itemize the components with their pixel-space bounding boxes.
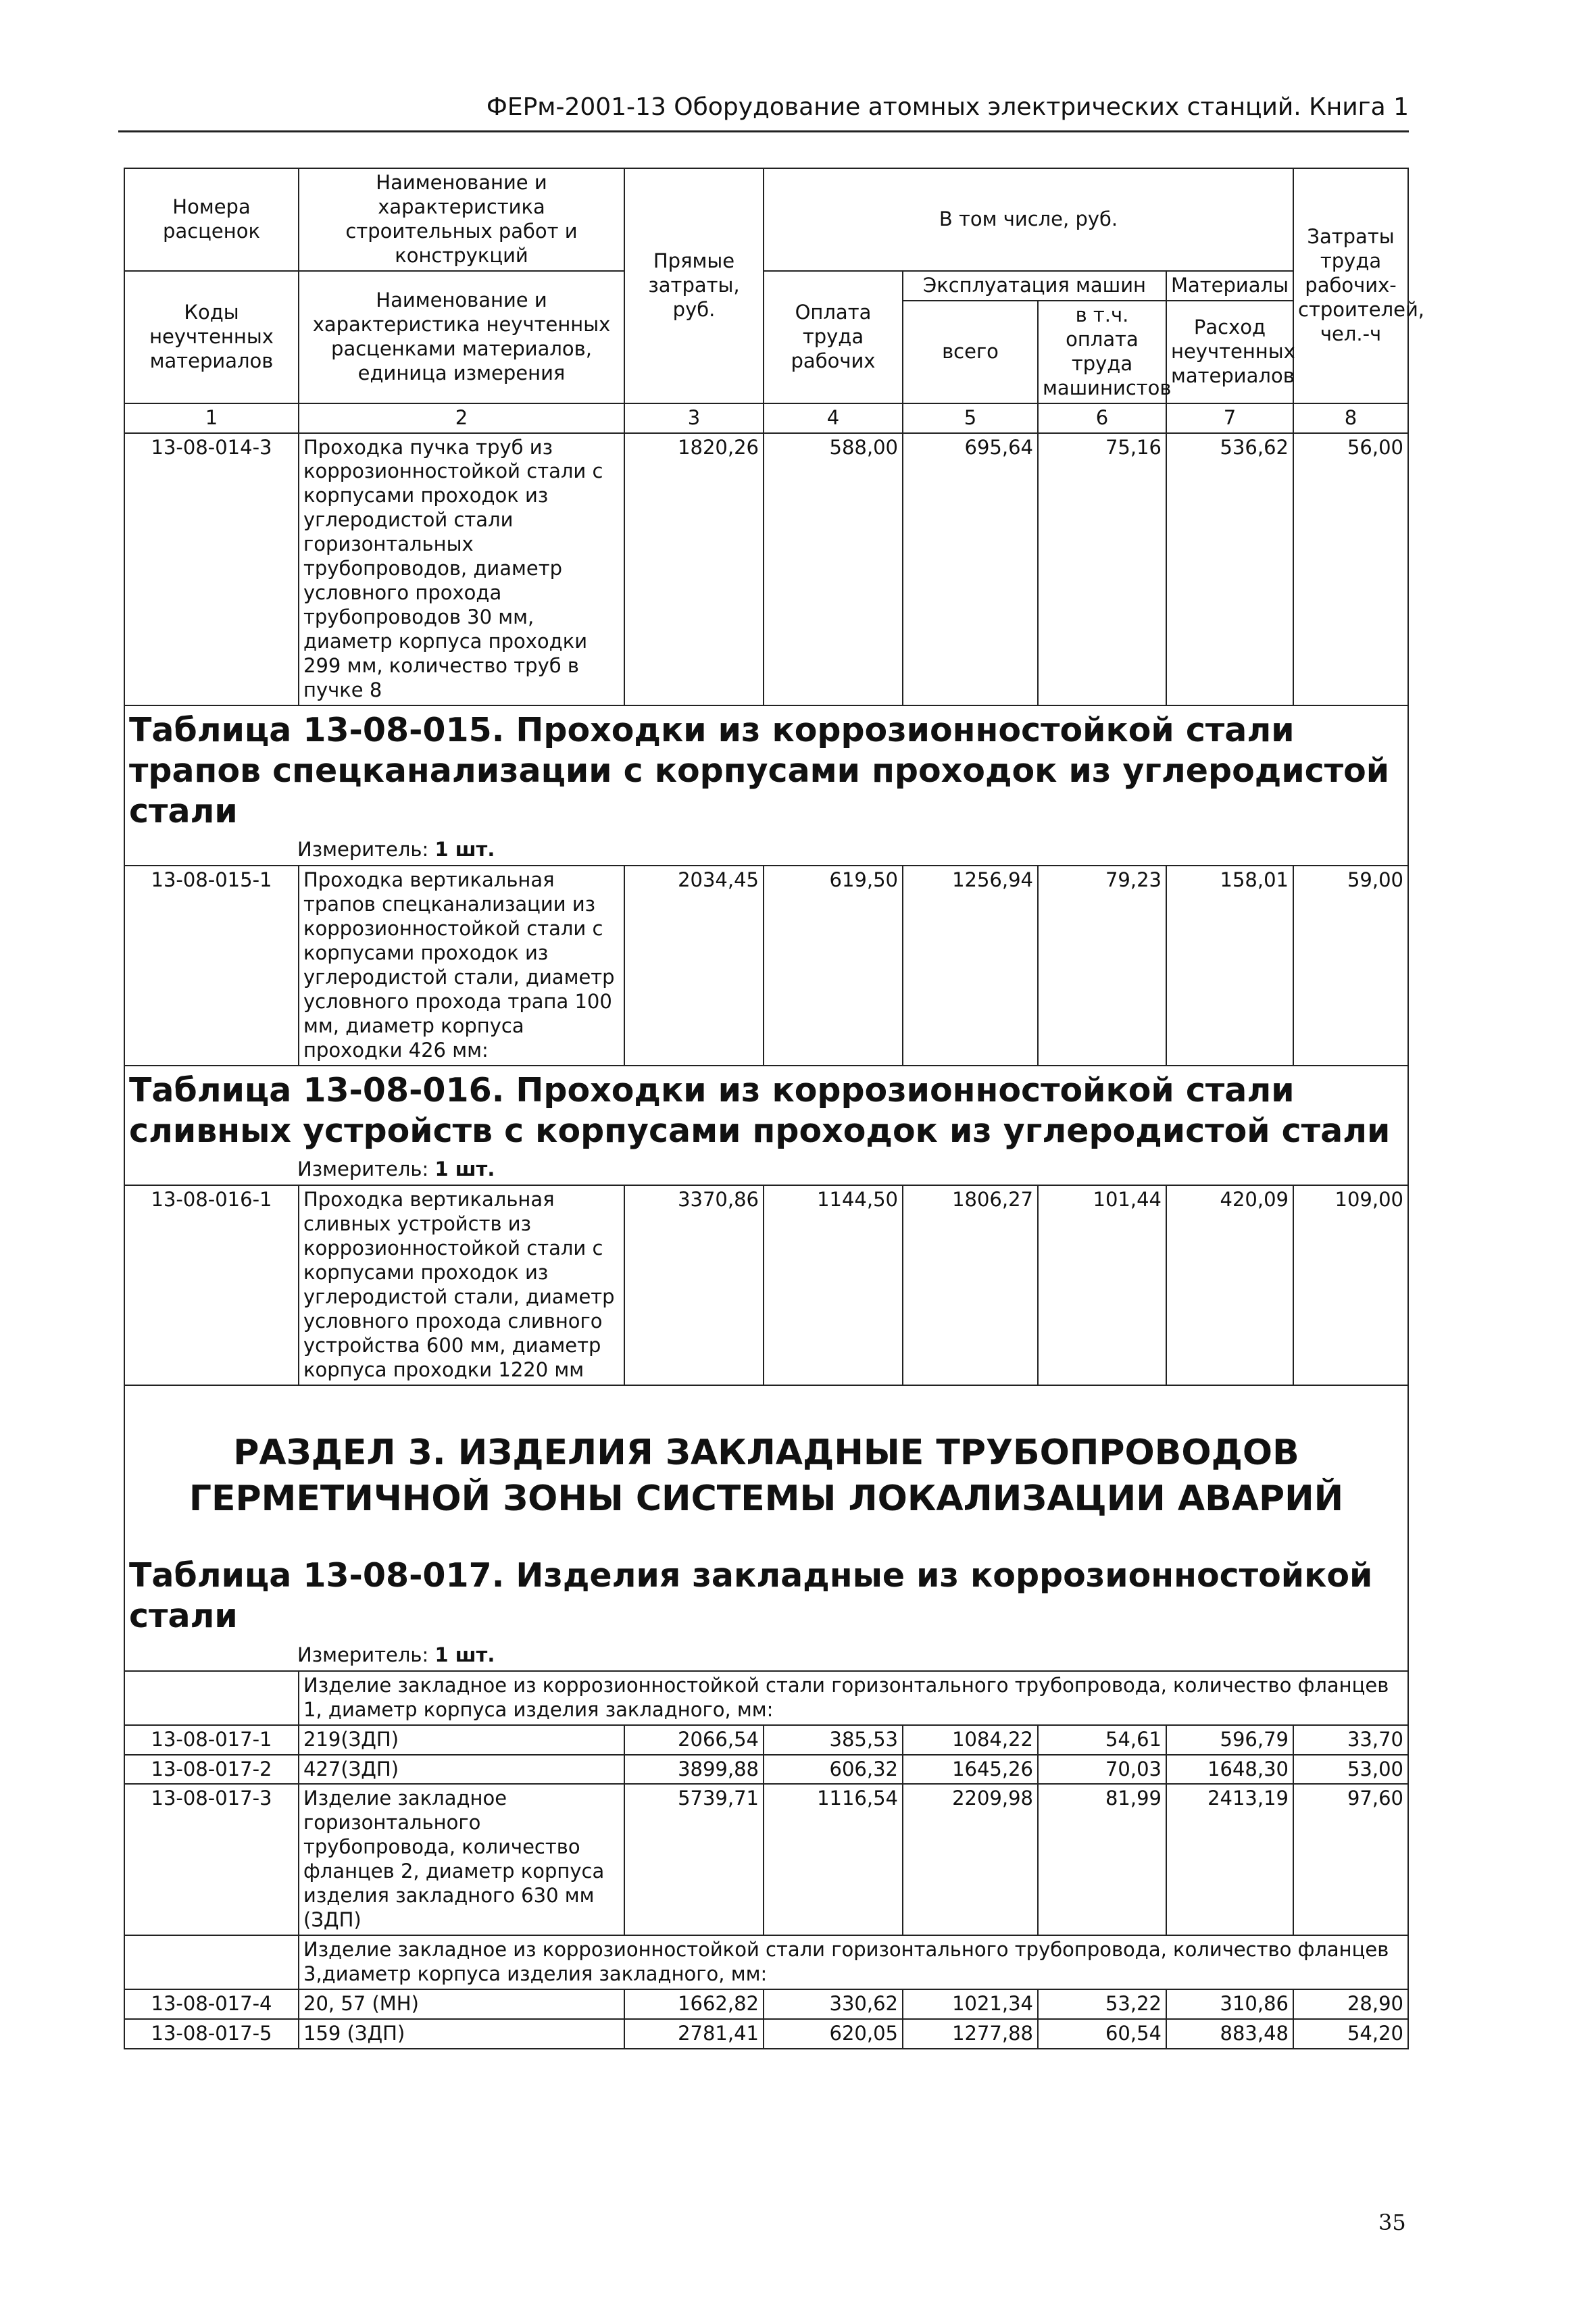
column-number: 3: [624, 403, 764, 433]
value-cell: 695,64: [903, 433, 1038, 705]
rate-name: 427(ЗДП): [299, 1755, 624, 1785]
value-cell: 620,05: [764, 2019, 903, 2049]
value-cell: 606,32: [764, 1755, 903, 1785]
unit-value: 1 шт.: [434, 838, 495, 862]
col-header-work-name: Наименование и характеристика строительных работ и конструкций: [299, 168, 624, 271]
group-row: [124, 1671, 1408, 1725]
rate-name: Изделие закладное горизонтального трубопровода, количество фланцев 2, диаметр корпуса изделия закладного 630 мм (ЗДП): [299, 1784, 624, 1935]
col-header-direct-costs: Прямые затраты, руб.: [624, 168, 764, 403]
value-cell: 2066,54: [624, 1725, 764, 1755]
value-cell: 619,50: [764, 866, 903, 1066]
rate-code: 13-08-015-1: [124, 866, 299, 1066]
col-header-worker-pay: Оплата труда рабочих: [764, 271, 903, 403]
empty-cell: [124, 1671, 299, 1725]
col-header-machines: Эксплуатация машин: [903, 271, 1166, 301]
value-cell: 81,99: [1038, 1784, 1166, 1935]
value-cell: 97,60: [1293, 1784, 1408, 1935]
value-cell: 2034,45: [624, 866, 764, 1066]
col-header-labor-costs: Затраты труда рабочих-строителей, чел.-ч: [1293, 168, 1408, 403]
column-number: 8: [1293, 403, 1408, 433]
value-cell: 53,00: [1293, 1755, 1408, 1785]
section-3-title: РАЗДЕЛ 3. ИЗДЕЛИЯ ЗАКЛАДНЫЕ ТРУБОПРОВОДОВ ГЕРМЕТИЧНОЙ ЗОНЫ СИСТЕМЫ ЛОКАЛИЗАЦИИ АВАРИЙ: [189, 1433, 1344, 1519]
unit-label: Измеритель:: [297, 1158, 429, 1181]
value-cell: 109,00: [1293, 1185, 1408, 1385]
rate-name: 20, 57 (МН): [299, 1989, 624, 2019]
column-numbers-row: [124, 403, 1408, 433]
rate-name: Проходка вертикальная сливных устройств из коррозионностойкой стали с корпусами проходок из углеродистой стали, диаметр условного прохода сливного устройства 600 мм, диаметр корпуса проходки 1220 мм: [299, 1185, 624, 1385]
value-cell: 2413,19: [1166, 1784, 1293, 1935]
value-cell: 101,44: [1038, 1185, 1166, 1385]
running-header: ФЕРм-2001-13 Оборудование атомных электрических станций. Книга 1: [486, 93, 1409, 121]
rate-name: Проходка пучка труб из коррозионностойкой стали с корпусами проходок из углеродистой стали горизонтальных трубопроводов, диаметр условного прохода трубопроводов 30 мм, диаметр корпуса проходки 299 мм, количество труб в пучке 8: [299, 433, 624, 705]
column-number: 5: [903, 403, 1038, 433]
rates-table: [124, 168, 1425, 2049]
column-number: 1: [124, 403, 299, 433]
table-015-unit: [125, 838, 1407, 862]
value-cell: 1256,94: [903, 866, 1038, 1066]
value-cell: 1277,88: [903, 2019, 1038, 2049]
rate-code: 13-08-014-3: [124, 433, 299, 705]
rate-name: 159 (ЗДП): [299, 2019, 624, 2049]
table-017-title: Таблица 13-08-017. Изделия закладные из коррозионностойкой стали: [129, 1556, 1373, 1635]
empty-cell: [124, 1935, 299, 1989]
value-cell: 53,22: [1038, 1989, 1166, 2019]
table-015-title: Таблица 13-08-015. Проходки из коррозионностойкой стали трапов спецканализации с корпусами проходок из углеродистой стали: [129, 711, 1390, 830]
value-cell: 54,61: [1038, 1725, 1166, 1755]
page-number: 35: [1378, 2210, 1406, 2235]
value-cell: 310,86: [1166, 1989, 1293, 2019]
col-header-operator-pay: в т.ч. оплата труда машинистов: [1038, 301, 1166, 403]
value-cell: 1021,34: [903, 1989, 1038, 2019]
value-cell: 420,09: [1166, 1185, 1293, 1385]
table-row: [124, 1989, 1408, 2019]
value-cell: 596,79: [1166, 1725, 1293, 1755]
value-cell: 1144,50: [764, 1185, 903, 1385]
value-cell: 1084,22: [903, 1725, 1038, 1755]
value-cell: 1116,54: [764, 1784, 903, 1935]
table-015-heading: [124, 705, 1408, 866]
value-cell: 1648,30: [1166, 1755, 1293, 1785]
column-number: 2: [299, 403, 624, 433]
table-016-heading: [124, 1066, 1408, 1185]
col-header-including: В том числе, руб.: [764, 168, 1293, 271]
table-row: [124, 1725, 1408, 1755]
page-body: [124, 168, 1425, 2049]
value-cell: 33,70: [1293, 1725, 1408, 1755]
value-cell: 70,03: [1038, 1755, 1166, 1785]
column-number: 7: [1166, 403, 1293, 433]
value-cell: 158,01: [1166, 866, 1293, 1066]
col-header-materials: Материалы: [1166, 271, 1293, 301]
value-cell: 5739,71: [624, 1784, 764, 1935]
column-number: 6: [1038, 403, 1166, 433]
value-cell: 79,23: [1038, 866, 1166, 1066]
value-cell: 385,53: [764, 1725, 903, 1755]
value-cell: 60,54: [1038, 2019, 1166, 2049]
table-row: [124, 2019, 1408, 2049]
value-cell: 588,00: [764, 433, 903, 705]
table-row: [124, 1185, 1408, 1385]
value-cell: 1645,26: [903, 1755, 1038, 1785]
rate-code: 13-08-017-3: [124, 1784, 299, 1935]
group-description: Изделие закладное из коррозионностойкой стали горизонтального трубопровода, количество фланцев 3,диаметр корпуса изделия закладного, мм:: [299, 1935, 1408, 1989]
section-3-block: [124, 1385, 1408, 1671]
table-row: [124, 1784, 1408, 1935]
rate-code: 13-08-017-1: [124, 1725, 299, 1755]
table-016-title: Таблица 13-08-016. Проходки из коррозионностойкой стали сливных устройств с корпусами проходок из углеродистой стали: [129, 1070, 1391, 1150]
unit-value: 1 шт.: [434, 1643, 495, 1666]
value-cell: 3899,88: [624, 1755, 764, 1785]
rate-code: 13-08-016-1: [124, 1185, 299, 1385]
value-cell: 1820,26: [624, 433, 764, 705]
value-cell: 75,16: [1038, 433, 1166, 705]
unit-value: 1 шт.: [434, 1158, 495, 1181]
header-rule: [118, 130, 1409, 132]
value-cell: 883,48: [1166, 2019, 1293, 2049]
col-header-material-codes: Коды неучтенных материалов: [124, 271, 299, 403]
group-row: [124, 1935, 1408, 1989]
unit-label: Измеритель:: [297, 838, 429, 862]
value-cell: 2209,98: [903, 1784, 1038, 1935]
table-016-unit: [125, 1158, 1407, 1182]
col-header-material-usage: Расход неучтенных материалов: [1166, 301, 1293, 403]
table-row: [124, 1755, 1408, 1785]
value-cell: 2781,41: [624, 2019, 764, 2049]
rate-code: 13-08-017-2: [124, 1755, 299, 1785]
value-cell: 330,62: [764, 1989, 903, 2019]
rate-name: Проходка вертикальная трапов спецканализации из коррозионностойкой стали с корпусами проходок из углеродистой стали, диаметр условного прохода трапа 100 мм, диаметр корпуса проходки 426 мм:: [299, 866, 624, 1066]
column-number: 4: [764, 403, 903, 433]
value-cell: 56,00: [1293, 433, 1408, 705]
table-row: [124, 433, 1408, 705]
value-cell: 59,00: [1293, 866, 1408, 1066]
group-description: Изделие закладное из коррозионностойкой стали горизонтального трубопровода, количество фланцев 1, диаметр корпуса изделия закладного, мм:: [299, 1671, 1408, 1725]
col-header-machines-total: всего: [903, 301, 1038, 403]
value-cell: 1806,27: [903, 1185, 1038, 1385]
col-header-rate-numbers: Номера расценок: [124, 168, 299, 271]
value-cell: 28,90: [1293, 1989, 1408, 2019]
value-cell: 536,62: [1166, 433, 1293, 705]
rate-code: 13-08-017-5: [124, 2019, 299, 2049]
value-cell: 3370,86: [624, 1185, 764, 1385]
value-cell: 54,20: [1293, 2019, 1408, 2049]
value-cell: 1662,82: [624, 1989, 764, 2019]
unit-label: Измеритель:: [297, 1643, 429, 1666]
table-row: [124, 866, 1408, 1066]
rate-name: 219(ЗДП): [299, 1725, 624, 1755]
table-017-unit: [125, 1643, 1407, 1668]
rate-code: 13-08-017-4: [124, 1989, 299, 2019]
col-header-material-name: Наименование и характеристика неучтенных расценками материалов, единица измерения: [299, 271, 624, 403]
